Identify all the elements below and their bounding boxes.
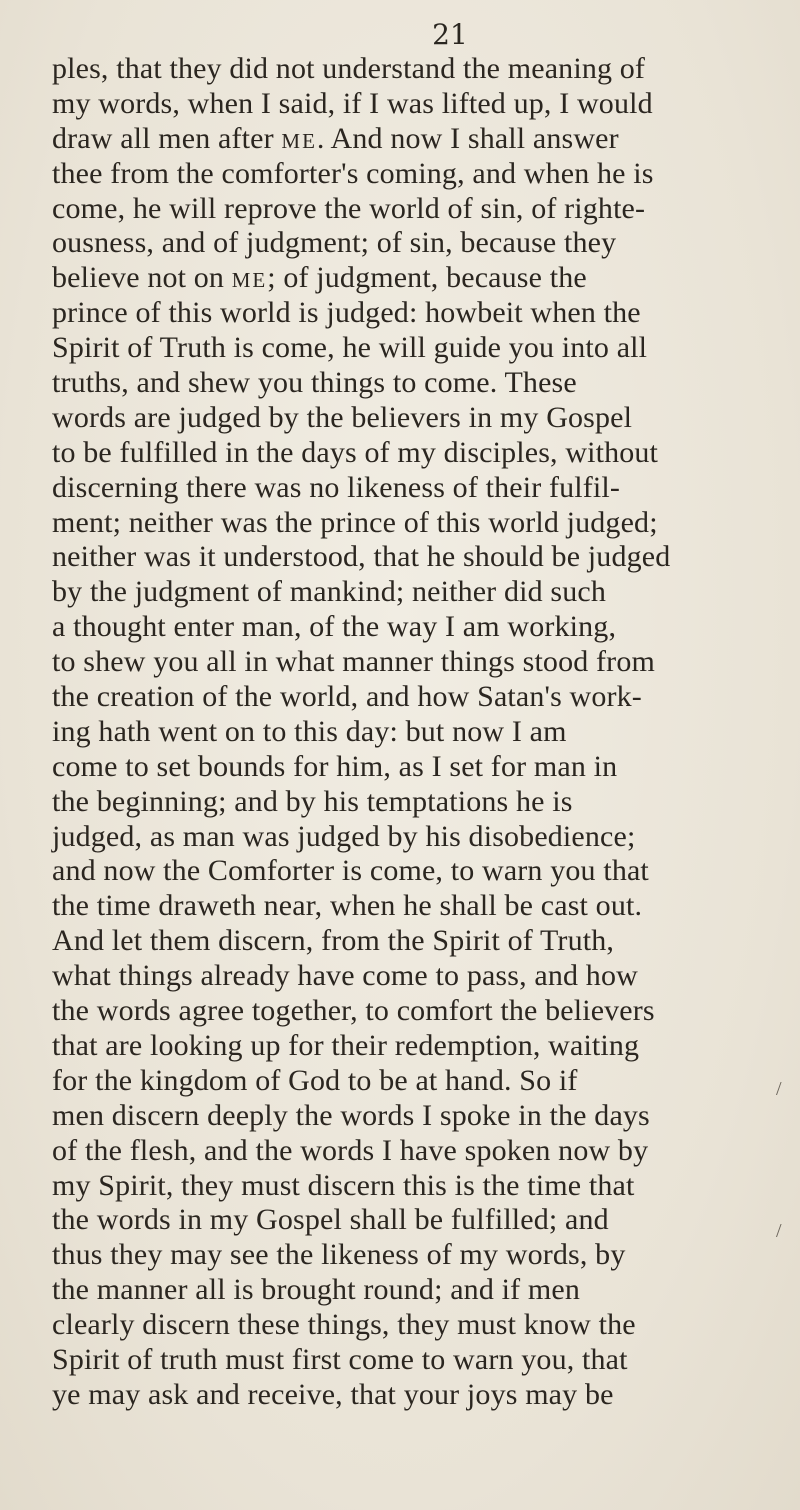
text-line: the words agree together, to comfort the believers [52,994,655,1028]
text-line: the manner all is brought round; and if men [52,1273,580,1307]
text-line: Spirit of truth must first come to warn you, that [52,1342,628,1376]
text-line: neither was it understood, that he should be judged [52,540,671,574]
text-line: ing hath went on to this day: but now I am [52,714,567,748]
text-line: discerning there was no likeness of their fulfil- [52,470,621,504]
margin-mark: / [776,1220,782,1242]
text-line: come to set bounds for him, as I set for man in [52,749,618,783]
text-line: words are judged by the believers in my Gospel [52,400,633,434]
text-line: the words in my Gospel shall be fulfilled; and [52,1203,609,1237]
text-line: Spirit of Truth is come, he will guide you into all [52,331,648,365]
text-line: what things already have come to pass, and how [52,959,638,993]
text-line: for the kingdom of God to be at hand. So if [52,1063,578,1097]
text-line: ousness, and of judgment; of sin, because they [52,226,617,260]
text-line: my words, when I said, if I was lifted up, I would [52,86,653,120]
text-line: of the flesh, and the words I have spoken now by [52,1133,649,1167]
text-line: the creation of the world, and how Satan's work- [52,680,642,714]
page-number: 21 [432,18,468,51]
margin-mark: / [776,1078,782,1100]
text-line: ye may ask and receive, that your joys may be [52,1377,614,1411]
text-line: my Spirit, they must discern this is the time that [52,1168,635,1202]
text-line: come, he will reprove the world of sin, of righte- [52,191,646,225]
text-line: that are looking up for their redemption, waiting [52,1028,640,1062]
text-line: believe not on me; of judgment, because the [52,261,587,295]
text-line: draw all men after me. And now I shall answer [52,121,619,155]
text-line: to shew you all in what manner things stood from [52,645,655,679]
text-line: by the judgment of mankind; neither did such [52,575,606,609]
text-line: a thought enter man, of the way I am working, [52,610,617,644]
body-text [52,52,742,1413]
text-line: and now the Comforter is come, to warn you that [52,854,649,888]
text-line: clearly discern these things, they must know the [52,1308,636,1342]
text-line: ment; neither was the prince of this world judged; [52,505,658,539]
text-line: And let them discern, from the Spirit of Truth, [52,924,615,958]
text-line: prince of this world is judged: howbeit when the [52,296,641,330]
text-line: to be fulfilled in the days of my disciples, without [52,435,659,469]
text-line: men discern deeply the words I spoke in the days [52,1098,650,1132]
text-line: the time draweth near, when he shall be cast out. [52,889,643,923]
text-line: ples, that they did not understand the meaning of [52,52,646,85]
text-line: thus they may see the likeness of my words, by [52,1238,626,1272]
text-line: thee from the comforter's coming, and when he is [52,156,654,190]
text-line: truths, and shew you things to come. These [52,366,577,400]
text-line: judged, as man was judged by his disobedience; [52,819,636,853]
text-line: the beginning; and by his temptations he is [52,784,573,818]
